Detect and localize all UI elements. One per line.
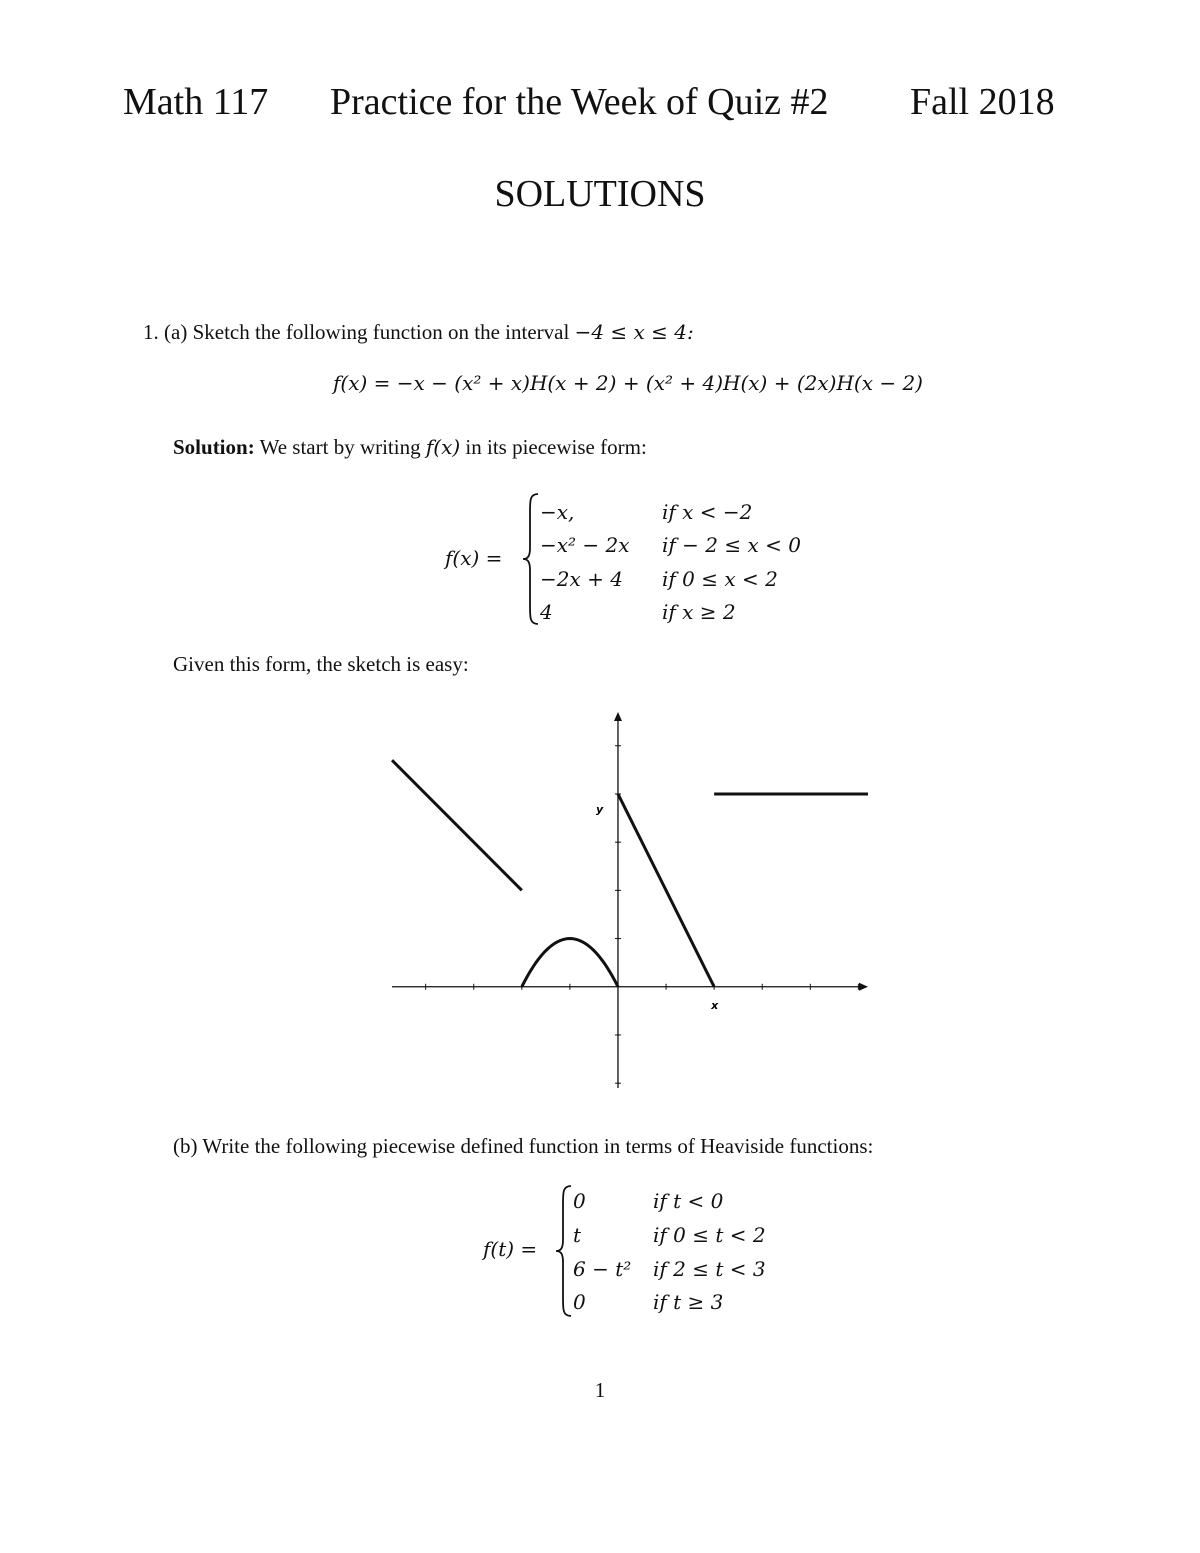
function-graph: [380, 700, 880, 1100]
solution-text-1: We start by writing: [259, 435, 421, 459]
problem-1b-prompt: [173, 1132, 873, 1160]
y-axis-arrow-icon: [614, 712, 622, 721]
graph-series: [392, 760, 868, 987]
axis-ticks: [426, 746, 859, 1083]
function-equation: f(x) = −x − (x² + x)H(x + 2) + (x² + 4)H(x) + (2x)H(x − 2): [333, 371, 923, 395]
piecewise-ft-cond-1: if t < 0: [653, 1189, 724, 1213]
part-b-label: (b): [173, 1134, 198, 1158]
piecewise-ft-lhs: f(t) =: [483, 1237, 538, 1261]
piecewise-ft-cond-3: if 2 ≤ t < 3: [653, 1257, 766, 1281]
piecewise-fx-expr-1: −x,: [540, 500, 575, 524]
interval-expression: −4 ≤ x ≤ 4:: [574, 320, 694, 344]
solution-fx: f(x): [425, 435, 461, 459]
x-axis-arrow-icon: [859, 983, 868, 991]
piecewise-ft-expr-3: 6 − t²: [573, 1257, 632, 1281]
piecewise-fx-expr-2: −x² − 2x: [540, 533, 630, 557]
series-line-3: [618, 794, 714, 987]
piecewise-fx-expr-3: −2x + 4: [540, 567, 623, 591]
piecewise-fx-expr-4: 4: [540, 600, 553, 624]
piecewise-ft-expr-1: 0: [573, 1189, 586, 1213]
part-a-prompt: Sketch the following function on the interval: [192, 320, 570, 344]
piecewise-ft-cond-4: if t ≥ 3: [653, 1290, 724, 1314]
term-label: Fall 2018: [910, 81, 1055, 123]
series-line-1: [392, 760, 522, 890]
solution-label: Solution:: [173, 435, 255, 459]
piecewise-ft-expr-2: t: [573, 1223, 582, 1247]
part-b-prompt: Write the following piecewise defined function in terms of Heaviside functions:: [202, 1134, 874, 1158]
sketch-intro: Given this form, the sketch is easy:: [173, 652, 469, 676]
piecewise-fx-cond-1: if x < −2: [662, 500, 753, 524]
solution-intro: [173, 433, 647, 461]
left-brace-icon: [520, 492, 542, 626]
problem-1a-prompt: [143, 318, 694, 346]
piecewise-fx-cond-4: if x ≥ 2: [662, 600, 736, 624]
subtitle: SOLUTIONS: [494, 173, 706, 215]
piecewise-ft-expr-4: 0: [573, 1290, 586, 1314]
course-name: Math 117: [123, 81, 269, 123]
solution-text-2: in its piecewise form:: [465, 435, 647, 459]
x-axis-label: x: [711, 998, 719, 1012]
document-title: [0, 76, 1200, 128]
series-line-2: [522, 939, 618, 987]
page-number: 1: [594, 1378, 606, 1402]
piecewise-fx-cond-3: if 0 ≤ x < 2: [662, 567, 778, 591]
piecewise-ft: [478, 1180, 838, 1320]
part-a-label: (a): [164, 320, 188, 344]
piecewise-ft-cond-2: if 0 ≤ t < 2: [653, 1223, 766, 1247]
piecewise-fx-cond-2: if − 2 ≤ x < 0: [662, 533, 801, 557]
piecewise-fx-lhs: f(x) =: [445, 546, 503, 570]
problem-number: 1.: [143, 320, 159, 344]
piecewise-fx: [440, 490, 860, 630]
document-heading: Practice for the Week of Quiz #2: [330, 81, 829, 123]
y-axis-label: y: [595, 803, 604, 817]
left-brace-icon: [553, 1184, 575, 1318]
